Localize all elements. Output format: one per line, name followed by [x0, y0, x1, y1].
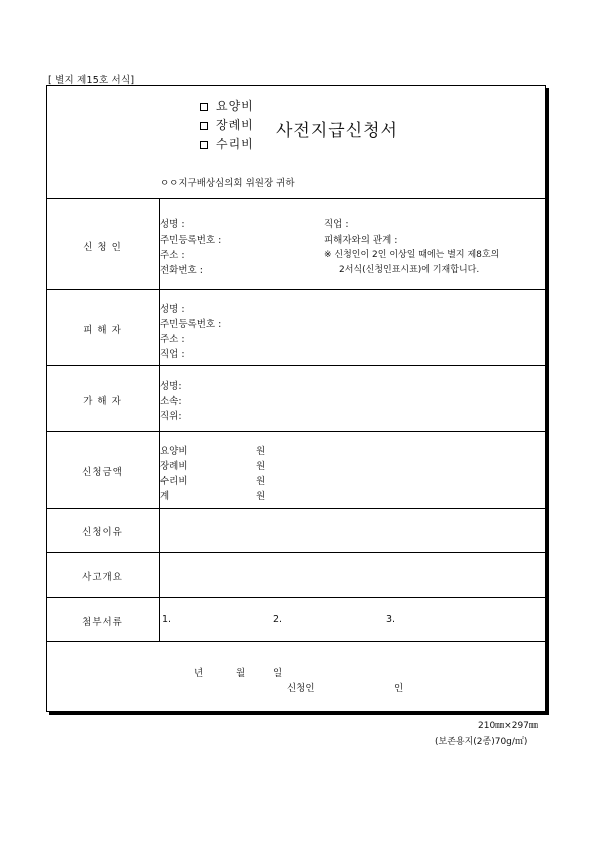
applicant-relation[interactable]: 피해자와의 관계 :	[324, 235, 398, 246]
checkbox-icon[interactable]	[200, 141, 208, 149]
victim-id[interactable]: 주민등록번호 :	[160, 319, 222, 330]
victim-job[interactable]: 직업 :	[160, 349, 185, 360]
option-label: 수리비	[216, 137, 254, 151]
applicant-label: 신 청 인	[83, 242, 122, 253]
amount-item-unit[interactable]: 원	[256, 446, 266, 457]
checkbox-icon[interactable]	[200, 103, 208, 111]
applicant-id[interactable]: 주민등록번호 :	[160, 235, 222, 246]
option-label: 요양비	[216, 99, 254, 113]
victim-address[interactable]: 주소 :	[160, 334, 185, 345]
amount-item-name: 수리비	[160, 476, 188, 487]
applicant-name[interactable]: 성명 :	[160, 219, 185, 230]
form-title: 사전지급신청서	[276, 121, 398, 141]
frame-shadow-bottom	[49, 712, 549, 715]
option-medical[interactable]	[200, 97, 254, 114]
reason-label: 신청이유	[82, 527, 123, 538]
reason-field[interactable]	[160, 509, 546, 552]
sign-seal[interactable]: 인	[394, 683, 404, 694]
applicant-note-cont: 2서식(신청인표시표)에 기재합니다.	[339, 265, 480, 275]
date-month[interactable]: 월	[236, 668, 246, 679]
offender-position[interactable]: 직위:	[160, 411, 182, 422]
amount-item-unit[interactable]: 원	[256, 476, 266, 487]
applicant-note: ※ 신청인이 2인 이상일 때에는 별지 제8호의	[324, 250, 500, 260]
applicant-phone[interactable]: 전화번호 :	[160, 265, 203, 276]
accident-field[interactable]	[160, 553, 546, 597]
paper-type: (보존용지(2종)70g/㎡)	[435, 737, 528, 747]
row-divider	[46, 597, 546, 598]
paper-size: 210㎜×297㎜	[478, 721, 538, 731]
amount-item-unit[interactable]: 원	[256, 461, 266, 472]
option-label: 장례비	[216, 118, 254, 132]
sign-applicant: 신청인	[287, 683, 315, 694]
offender-label: 가 해 자	[83, 396, 122, 407]
checkbox-icon[interactable]	[200, 122, 208, 130]
row-divider	[46, 198, 546, 199]
offender-name[interactable]: 성명:	[160, 381, 182, 392]
victim-name[interactable]: 성명 :	[160, 304, 185, 315]
amount-item-name: 장례비	[160, 461, 188, 472]
form-code: [ 별지 제15호 서식]	[48, 75, 135, 86]
amount-item-unit[interactable]: 원	[256, 491, 266, 502]
attachments-label: 첨부서류	[82, 617, 123, 628]
row-divider	[46, 289, 546, 290]
amount-label: 신청금액	[82, 467, 123, 478]
date-year[interactable]: 년	[194, 668, 204, 679]
attachment-item[interactable]: 1.	[162, 614, 172, 625]
attachment-item[interactable]: 2.	[273, 614, 283, 625]
amount-item-name: 요양비	[160, 446, 188, 457]
row-divider	[46, 365, 546, 366]
accident-label: 사고개요	[82, 572, 123, 583]
row-divider	[46, 431, 546, 432]
amount-item-name: 계	[160, 491, 170, 502]
addressee: ㅇㅇ지구배상심의회 위원장 귀하	[160, 178, 295, 189]
attachment-item[interactable]: 3.	[386, 614, 396, 625]
option-repair[interactable]	[200, 135, 254, 152]
date-day[interactable]: 일	[273, 668, 283, 679]
frame-shadow-right	[546, 88, 549, 715]
applicant-job[interactable]: 직업 :	[324, 219, 349, 230]
option-funeral[interactable]	[200, 116, 254, 133]
victim-label: 피 해 자	[83, 325, 122, 336]
offender-affiliation[interactable]: 소속:	[160, 396, 182, 407]
applicant-address[interactable]: 주소 :	[160, 250, 185, 261]
row-divider	[46, 641, 546, 642]
